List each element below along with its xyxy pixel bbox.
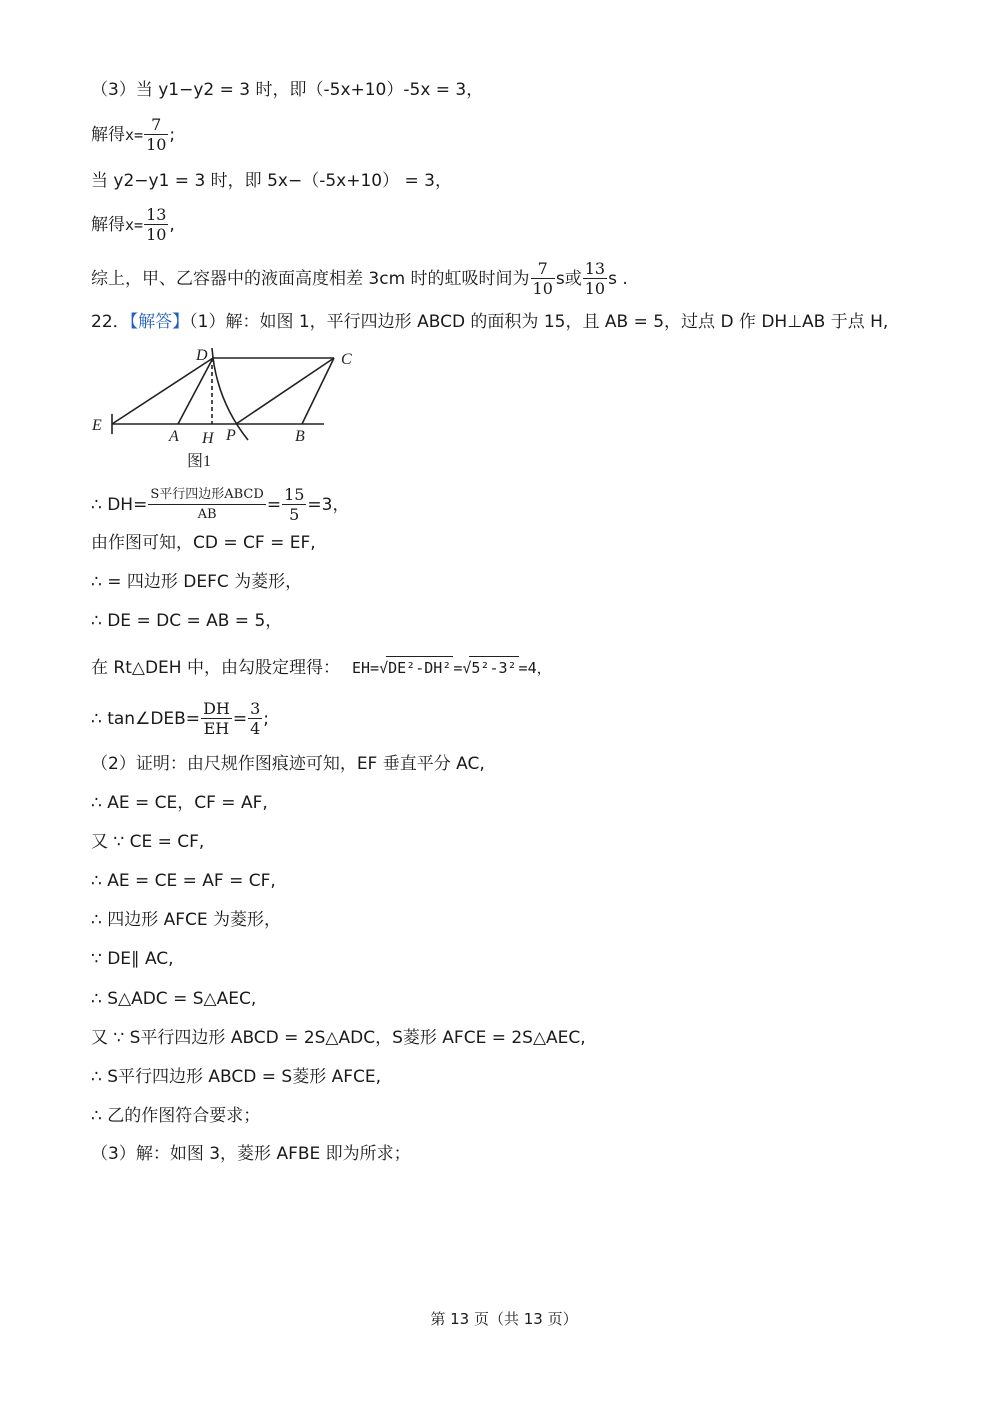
line-09: ∴ = 四边形 DEFC 为菱形， [91,572,303,592]
label-P: P [226,427,236,444]
line-19: ∴ S△ADC = S△AEC, [91,989,257,1009]
segment-ED [112,358,213,424]
line-conclusion: 综上，甲、乙容器中的液面高度相差 3cm 时的虹吸时间为 $\frac{7}{10}$ s或 $\frac{13}{10}$ s . [91,259,628,298]
figure-caption: 图1 [187,453,212,470]
label-C: C [341,351,352,368]
label-B: B [295,428,305,445]
line-14: ∴ AE = CE，CF = AF, [91,793,268,813]
line-part3-case1: （3）当 y1−y2 = 3 时，即（-5x+10）-5x = 3， [91,80,484,100]
fraction: $\frac{DH}{EH}$ [203,699,230,738]
line-20: 又 ∵ S平行四边形 ABCD = 2S△ADC，S菱形 AFCE = 2S△AEC, [91,1028,586,1048]
line-pythagoras: 在 Rt△DEH 中，由勾股定理得： EH=√DE²-DH² =√5²-3² =4， [91,658,552,678]
fraction: $\frac{7}{10}$ [146,115,167,154]
figure-1 [88,340,368,475]
label-E: E [92,417,102,434]
label-D: D [196,347,208,364]
answer-tag: 【解答】 [129,312,190,332]
line-18: ∵ DE∥ AC, [91,949,174,969]
fraction: $\frac{15}{5}$ [284,485,305,524]
fraction: $\frac{13}{10}$ [146,205,167,244]
line-21: ∴ S平行四边形 ABCD = S菱形 AFCE, [91,1067,382,1087]
line-23: （3）解：如图 3，菱形 AFBE 即为所求； [91,1144,411,1164]
fraction: $\frac{7}{10}$ [532,259,553,298]
line-08: 由作图可知，CD = CF = EF, [91,533,316,553]
line-10: ∴ DE = DC = AB = 5， [91,611,283,631]
line-17: ∴ 四边形 AFCE 为菱形， [91,910,282,930]
line-22: ∴ 乙的作图符合要求； [91,1106,261,1126]
segment-PC [236,358,334,424]
line-tan: ∴ tan∠DEB= $\frac{DH}{EH}$ = $\frac{3}{4}$ ; [91,699,270,738]
segment-AD [178,358,213,424]
line-solve-1: 解得x= $\frac{7}{10}$ ; [91,115,176,154]
line-15: 又 ∵ CE = CF, [91,832,205,852]
line-16: ∴ AE = CE = AF = CF, [91,871,276,891]
line-solve-2: 解得x= $\frac{13}{10}$ , [91,205,175,244]
line-13: （2）证明：由尺规作图痕迹可知，EF 垂直平分 AC, [91,754,485,774]
label-A: A [169,428,179,445]
line-q22-header: 22．【解答】（1）解：如图 1，平行四边形 ABCD 的面积为 15，且 AB = 5，过点 D 作 DH⊥AB 于点 H, [91,312,889,332]
fraction: $\frac{3}{4}$ [250,699,261,738]
page-footer: 第 13 页（共 13 页） [430,1310,578,1328]
label-H: H [202,430,214,447]
line-DH: ∴ DH= $\frac{\text{S平行四边形ABCD}}{AB}$ = $\frac{15}{5}$ =3， [91,485,350,524]
line-part3-case2: 当 y2−y1 = 3 时，即 5x−（-5x+10） = 3， [91,171,452,191]
fraction: $\frac{13}{10}$ [584,259,606,298]
fraction: $\frac{\text{S平行四边形ABCD}}{AB}$ [150,487,264,522]
